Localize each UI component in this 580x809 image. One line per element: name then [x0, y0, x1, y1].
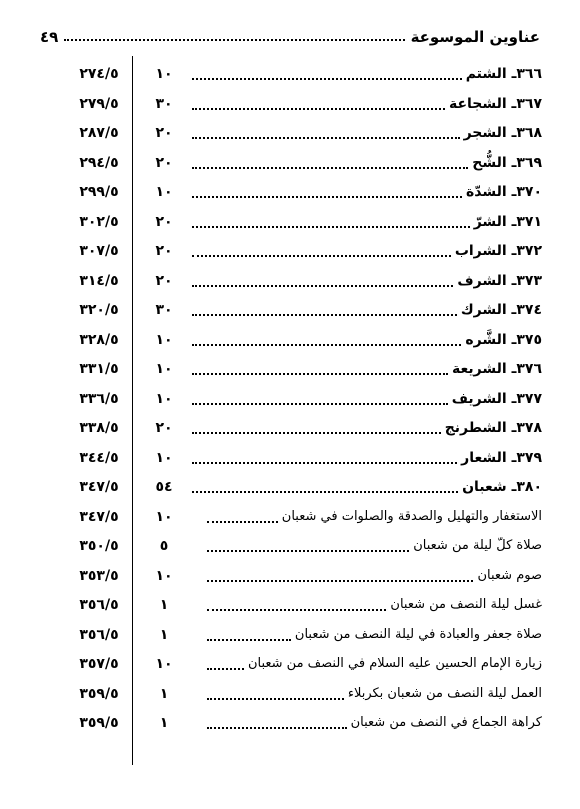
- entry-title: صلاة كلّ ليلة من شعبان: [413, 538, 542, 553]
- entry-title-group: [192, 326, 542, 354]
- index-entry: [0, 650, 580, 678]
- entry-title: ٣٦٦ـ الشتم: [465, 66, 542, 82]
- leader-dots: [192, 403, 448, 405]
- entry-title: العمل ليلة النصف من شعبان بكربلاء: [347, 685, 542, 701]
- entry-page-ref: ٢٨٧/٥: [79, 125, 119, 141]
- entry-title-group: [192, 267, 542, 295]
- leader-dots: [207, 727, 347, 729]
- entry-page-ref: ٢٩٩/٥: [79, 184, 119, 200]
- entry-count: ١: [159, 626, 169, 643]
- entry-count: ١٠: [155, 331, 173, 348]
- entry-count: ١: [159, 597, 169, 613]
- leader-dots: [192, 462, 457, 464]
- entry-count: ٢٠: [155, 125, 173, 141]
- index-entry: [0, 296, 580, 324]
- entry-title-group: [192, 237, 542, 265]
- entry-page-ref: ٣١٤/٥: [79, 272, 119, 289]
- leader-dots: [207, 668, 244, 670]
- entry-title-group: [192, 296, 542, 324]
- entry-count: ٥٤: [155, 479, 173, 495]
- entry-page-ref: ٣٣٦/٥: [79, 390, 119, 407]
- entry-count: ١٠: [155, 508, 173, 525]
- entry-page-ref: ٢٧٤/٥: [79, 66, 119, 82]
- entry-page-ref: ٣٠٢/٥: [79, 213, 119, 230]
- index-entry: [0, 444, 580, 472]
- entry-title-group: [207, 709, 542, 737]
- entry-count: ١٠: [155, 361, 173, 377]
- entry-title-group: [192, 119, 542, 147]
- entry-page-ref: ٣٤٧/٥: [79, 508, 119, 525]
- leader-dots: [192, 491, 458, 493]
- entry-title-group: [207, 591, 542, 619]
- entry-title-group: [192, 90, 542, 118]
- leader-dots: [207, 698, 344, 700]
- entry-page-ref: ٣٤٧/٥: [79, 479, 119, 495]
- entry-page-ref: ٣٣١/٥: [79, 361, 119, 377]
- entry-title: زيارة الإمام الحسين عليه السلام في النصف من شعبان: [247, 656, 542, 671]
- leader-dots: [207, 521, 278, 523]
- entry-count: ٣٠: [155, 302, 173, 318]
- index-entry: [0, 473, 580, 501]
- leader-dots: [192, 137, 460, 139]
- index-entry: [0, 149, 580, 177]
- index-entry: [0, 503, 580, 531]
- entry-title: ٣٧٨ـ الشطرنج: [444, 420, 542, 436]
- entry-count: ١٠: [155, 656, 173, 672]
- entry-title: صوم شعبان: [477, 567, 542, 583]
- index-entry: [0, 326, 580, 354]
- leader-dots: [192, 255, 451, 257]
- index-entry: [0, 60, 580, 88]
- leader-dots: [192, 167, 468, 169]
- entry-page-ref: ٢٧٩/٥: [79, 95, 119, 112]
- index-entry: [0, 532, 580, 560]
- entry-title: ٣٧٣ـ الشرف: [457, 272, 542, 289]
- header-title: عناوين الموسوعة: [410, 28, 540, 46]
- index-entry: [0, 267, 580, 295]
- entry-title: ٣٨٠ـ شعبان: [462, 479, 542, 495]
- entry-page-ref: ٣٢٠/٥: [79, 302, 119, 318]
- page-number: ٤٩: [40, 28, 59, 46]
- entry-count: ٥: [159, 538, 169, 554]
- entry-title: كراهة الجماع في النصف من شعبان: [350, 715, 542, 730]
- leader-dots: [192, 196, 462, 198]
- leader-dots: [192, 108, 445, 110]
- index-entry: [0, 680, 580, 708]
- entry-page-ref: ٣٥٩/٥: [79, 685, 119, 702]
- entry-title: ٣٧٦ـ الشريعة: [452, 361, 542, 377]
- leader-dots: [207, 639, 291, 641]
- index-entry: [0, 208, 580, 236]
- entry-title: ٣٦٧ـ الشجاعة: [448, 95, 542, 112]
- entry-title: ٣٧١ـ الشرّ: [473, 213, 542, 230]
- leader-dots: [192, 432, 441, 434]
- entry-title-group: [192, 208, 542, 236]
- entry-page-ref: ٢٩٤/٥: [79, 154, 119, 171]
- leader-dots: [192, 285, 453, 287]
- index-entry: [0, 90, 580, 118]
- entry-title: ٣٧٩ـ الشعار: [461, 449, 542, 466]
- entry-title-group: [192, 385, 542, 413]
- index-entry: [0, 237, 580, 265]
- index-entry: [0, 562, 580, 590]
- entry-title: ٣٧٤ـ الشرك: [460, 302, 542, 318]
- index-entry: [0, 621, 580, 649]
- entry-title-group: [192, 60, 542, 88]
- index-entry: [0, 178, 580, 206]
- page-header: [40, 16, 540, 46]
- entry-title: غسل ليلة النصف من شعبان: [390, 597, 542, 612]
- entry-title: ٣٧٧ـ الشريف: [451, 390, 542, 407]
- leader-dots: [207, 580, 473, 582]
- entry-title-group: [192, 444, 542, 472]
- leader-dots: [192, 226, 470, 228]
- entry-title: ٣٧٢ـ الشراب: [454, 243, 542, 259]
- entry-page-ref: ٣٥٦/٥: [79, 597, 119, 613]
- entry-page-ref: ٣٥٧/٥: [79, 656, 119, 672]
- leader-dots: [192, 344, 461, 346]
- entry-count: ١٠: [155, 390, 173, 407]
- entry-title: الاستغفار والتهليل والصدقة والصلوات في شعبان: [281, 508, 542, 524]
- entry-title-group: [207, 650, 542, 678]
- entry-count: ٢٠: [155, 272, 173, 289]
- leader-dots: [192, 373, 448, 375]
- index-entry: [0, 591, 580, 619]
- entry-count: ١٠: [155, 184, 173, 200]
- entry-page-ref: ٣٥٦/٥: [79, 626, 119, 643]
- entry-page-ref: ٣٥٣/٥: [79, 567, 119, 584]
- entry-title-group: [207, 621, 542, 649]
- entry-count: ٣٠: [155, 95, 173, 112]
- entry-title-group: [192, 355, 542, 383]
- leader-dots: [207, 609, 386, 611]
- entry-title-group: [207, 562, 542, 590]
- entry-page-ref: ٣٢٨/٥: [79, 331, 119, 348]
- entry-title: ٣٦٨ـ الشجر: [463, 125, 542, 141]
- entry-count: ١٠: [155, 66, 173, 82]
- leader-dots: [192, 314, 457, 316]
- entry-title-group: [207, 503, 542, 531]
- entry-count: ٢٠: [155, 420, 173, 436]
- entry-count: ١٠: [155, 449, 173, 466]
- entry-title-group: [207, 532, 542, 560]
- entry-title: ٣٧٠ـ الشدّة: [466, 184, 542, 200]
- entry-count: ٢٠: [155, 154, 173, 171]
- entry-title: ٣٧٥ـ الشَّره: [465, 331, 542, 348]
- entry-page-ref: ٣٠٧/٥: [79, 243, 119, 259]
- entry-count: ٢٠: [155, 213, 173, 230]
- entry-title-group: [192, 149, 542, 177]
- index-entry: [0, 414, 580, 442]
- entry-title-group: [192, 414, 542, 442]
- leader-dots: [192, 78, 462, 80]
- entry-title-group: [207, 680, 542, 708]
- entry-title: صلاة جعفر والعبادة في ليلة النصف من شعبان: [294, 626, 542, 642]
- leader-dots: [207, 550, 409, 552]
- index-entry: [0, 119, 580, 147]
- entry-count: ١٠: [155, 567, 173, 584]
- index-entry: [0, 709, 580, 737]
- entry-count: ١: [159, 715, 169, 731]
- index-entry: [0, 355, 580, 383]
- entry-title-group: [192, 178, 542, 206]
- entry-page-ref: ٣٤٤/٥: [79, 449, 119, 466]
- entry-title-group: [192, 473, 542, 501]
- entry-count: ١: [159, 685, 169, 702]
- entry-title: ٣٦٩ـ الشُّح: [472, 154, 542, 171]
- entry-count: ٢٠: [155, 243, 173, 259]
- header-leader-dots: [64, 39, 404, 41]
- entry-page-ref: ٣٣٨/٥: [79, 420, 119, 436]
- entry-page-ref: ٣٥٠/٥: [79, 538, 119, 554]
- index-entry: [0, 385, 580, 413]
- entry-page-ref: ٣٥٩/٥: [79, 715, 119, 731]
